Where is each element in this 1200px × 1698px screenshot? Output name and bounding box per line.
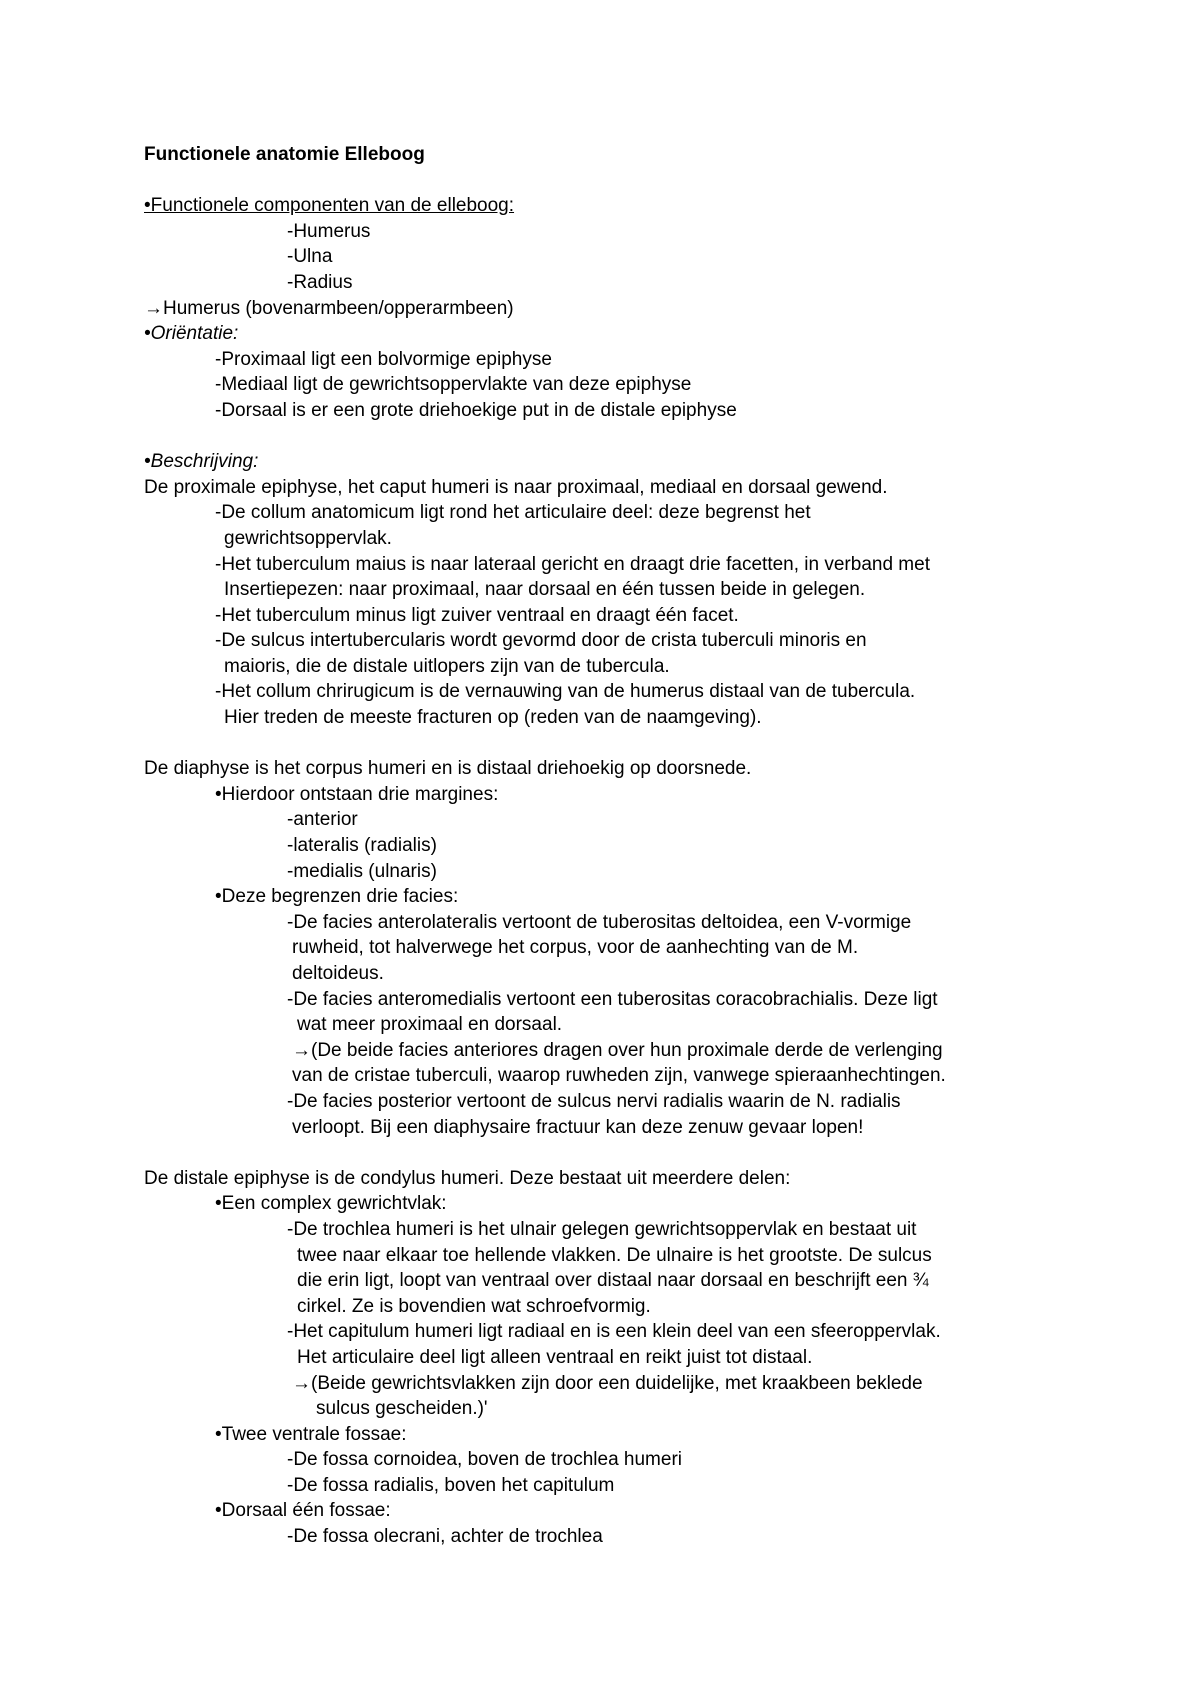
text-line: -medialis (ulnaris): [287, 860, 437, 882]
text-line: van de cristae tuberculi, waarop ruwheden zijn, vanwege spieraanhechtingen.: [292, 1065, 946, 1087]
text-line: verloopt. Bij een diaphysaire fractuur kan deze zenuw gevaar lopen!: [292, 1116, 864, 1138]
text-line: -Ulna: [287, 246, 333, 268]
document-body: [144, 142, 1084, 1550]
text-line: -De facies posterior vertoont de sulcus nervi radialis waarin de N. radialis: [287, 1090, 901, 1112]
text-line: -Mediaal ligt de gewrichtsoppervlakte van deze epiphyse: [215, 374, 692, 396]
text-line: •Dorsaal één fossae:: [215, 1500, 391, 1522]
text-line: Insertiepezen: naar proximaal, naar dorsaal en één tussen beide in gelegen.: [224, 579, 866, 601]
text-line: -Het collum chrirugicum is de vernauwing van de humerus distaal van de tubercula.: [215, 681, 916, 703]
text-line: •Twee ventrale fossae:: [215, 1423, 407, 1445]
blank-line: [144, 1140, 1084, 1166]
text-line: die erin ligt, loopt van ventraal over distaal naar dorsaal en beschrijft een ¾: [297, 1270, 929, 1292]
text-line: Het articulaire deel ligt alleen ventraal en reikt juist tot distaal.: [297, 1346, 813, 1368]
text-line: →(De beide facies anteriores dragen over hun proximale derde de verlenging: [292, 1039, 943, 1061]
text-line: De distale epiphyse is de condylus humeri. Deze bestaat uit meerdere delen:: [144, 1167, 791, 1189]
text-line: -Het tuberculum maius is naar lateraal gericht en draagt drie facetten, in verband met: [215, 553, 930, 575]
text-line: De proximale epiphyse, het caput humeri is naar proximaal, mediaal en dorsaal gewend.: [144, 476, 888, 498]
blank-line: [144, 424, 1084, 450]
text-line: ruwheid, tot halverwege het corpus, voor de aanhechting van de M.: [292, 937, 859, 959]
text-line: cirkel. Ze is bovendien wat schroefvormig.: [297, 1295, 651, 1317]
text-line: →Humerus (bovenarmbeen/opperarmbeen): [144, 297, 514, 319]
page-title: Functionele anatomie Elleboog: [144, 144, 425, 165]
text-line: •Functionele componenten van de elleboog:: [144, 195, 515, 217]
text-line: Hier treden de meeste fracturen op (reden van de naamgeving).: [224, 707, 762, 729]
text-line: sulcus gescheiden.)': [316, 1398, 488, 1420]
text-line: deltoideus.: [292, 963, 384, 984]
text-line: -Humerus: [287, 220, 371, 242]
text-line: -De facies anteromedialis vertoont een tuberositas coracobrachialis. Deze ligt: [287, 988, 938, 1010]
text-line: -Dorsaal is er een grote driehoekige put in de distale epiphyse: [215, 399, 737, 421]
text-line: -anterior: [287, 809, 358, 831]
text-line: twee naar elkaar toe hellende vlakken. De ulnaire is het grootste. De sulcus: [297, 1244, 932, 1266]
text-line: -Het capitulum humeri ligt radiaal en is een klein deel van een sfeeroppervlak.: [287, 1321, 941, 1343]
text-line: -Het tuberculum minus ligt zuiver ventraal en draagt één facet.: [215, 604, 739, 626]
text-line: -De sulcus intertubercularis wordt gevormd door de crista tuberculi minoris en: [215, 630, 867, 652]
text-line: -lateralis (radialis): [287, 835, 437, 857]
text-line: •Beschrijving:: [144, 451, 259, 473]
text-line: •Een complex gewrichtvlak:: [215, 1193, 447, 1215]
text-line: De diaphyse is het corpus humeri en is distaal driehoekig op doorsnede.: [144, 758, 752, 780]
text-line: -De collum anatomicum ligt rond het articulaire deel: deze begrenst het: [215, 502, 811, 524]
text-line: •Hierdoor ontstaan drie margines:: [215, 783, 499, 805]
text-line: -De fossa radialis, boven het capitulum: [287, 1474, 615, 1496]
blank-line: [144, 168, 1084, 194]
text-line: -Radius: [287, 271, 353, 293]
text-line: gewrichtsoppervlak.: [224, 527, 392, 549]
text-line: wat meer proximaal en dorsaal.: [297, 1014, 563, 1036]
text-line: •Oriëntatie:: [144, 323, 239, 345]
text-line: •Deze begrenzen drie facies:: [215, 886, 459, 908]
text-line: -Proximaal ligt een bolvormige epiphyse: [215, 348, 552, 370]
text-line: →(Beide gewrichtsvlakken zijn door een duidelijke, met kraakbeen beklede: [292, 1372, 923, 1394]
text-line: -De fossa cornoidea, boven de trochlea humeri: [287, 1449, 683, 1471]
blank-line: [144, 731, 1084, 757]
text-line: maioris, die de distale uitlopers zijn van de tubercula.: [224, 655, 670, 677]
text-line: -De fossa olecrani, achter de trochlea: [287, 1526, 603, 1548]
text-line: -De facies anterolateralis vertoont de tuberositas deltoidea, een V-vormige: [287, 911, 912, 933]
text-line: -De trochlea humeri is het ulnair gelegen gewrichtsoppervlak en bestaat uit: [287, 1218, 917, 1240]
